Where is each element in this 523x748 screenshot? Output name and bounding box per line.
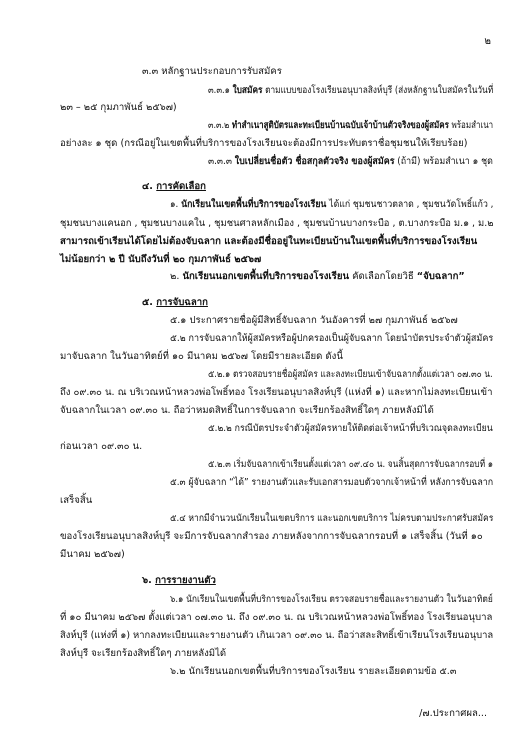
text-run: ๕.๒.๒ กรณีบัตรประจำตัวผู้สมัครหายให้ติดต่อเจ้าหน้าที่บริเวณจุดลงทะเบียน bbox=[208, 423, 493, 434]
line-09 bbox=[60, 218, 493, 230]
text-run: ๕.๔ หากมีจำนวนนักเรียนในเขตบริการ และนอกเขตบริการ ไม่ครบตามประกาศรับสมัคร bbox=[170, 513, 494, 524]
line-29 bbox=[170, 594, 493, 606]
text-run: สิงห์บุรี (แห่งที่ ๑) หากลงทะเบียนและรายงานตัว เกินเวลา ๐๙.๓๐ น. ถือว่าสละสิทธิ์เข้าเรียนโรงเรียนอนุบาล bbox=[60, 630, 494, 641]
text-run: ใบสมัคร bbox=[232, 85, 263, 96]
text-run: ๓.๓ หลักฐานประกอบการรับสมัคร bbox=[142, 66, 282, 77]
text-run: ๕. bbox=[142, 297, 157, 308]
text-run: ทำสำเนาสูติบัตรและทะเบียนบ้านฉบับเจ้าบ้านตัวจริงของผู้สมัคร bbox=[231, 120, 449, 131]
text-run: สิงห์บุรี จะเรียกร้องสิทธิ์ใดๆ ภายหลังมิได้ bbox=[60, 648, 227, 659]
text-run: ๕.๒.๑ ตรวจสอบรายชื่อผู้สมัคร และลงทะเบียนเข้าจับฉลากตั้งแต่เวลา ๐๗.๓๐ น. bbox=[208, 369, 493, 380]
text-run: “จับฉลาก” bbox=[416, 271, 465, 282]
page-number: ๒ bbox=[484, 36, 491, 47]
line-32 bbox=[60, 648, 226, 660]
line-02 bbox=[208, 85, 493, 97]
text-run: นักเรียนนอกเขตพื้นที่บริการของโรงเรียน bbox=[182, 271, 350, 282]
line-15 bbox=[170, 333, 493, 345]
text-run: การคัดเลือก bbox=[156, 181, 206, 192]
text-run: ๑. bbox=[170, 199, 182, 210]
line-23 bbox=[170, 477, 493, 489]
text-run: อย่างละ ๑ ชุด (กรณีอยู่ในเขตพื้นที่บริการของโรงเรียนจะต้องมีการประทับตราชื่อชุมชนให้เรียบร้อย) bbox=[60, 138, 468, 149]
line-26 bbox=[60, 531, 483, 543]
text-run: ๓.๓.๑ bbox=[208, 85, 233, 96]
line-27 bbox=[60, 549, 125, 561]
section-4-heading bbox=[142, 181, 206, 193]
line-11 bbox=[60, 254, 261, 266]
text-run: คัดเลือกโดยวิธี bbox=[349, 271, 417, 282]
text-run: ที่ ๑๐ มีนาคม ๒๕๖๗ ตั้งแต่เวลา ๐๗.๓๐ น. ถึง ๐๙.๓๐ น. ณ บริเวณหน้าหลวงพ่อโพธิ์ทอง โรงเรียนอนุบาล bbox=[60, 612, 493, 623]
text-run: ๖.๑ นักเรียนในเขตพื้นที่บริการของโรงเรียน ตรวจสอบรายชื่อและรายงานตัว ในวันอาทิตย์ bbox=[170, 594, 493, 605]
text-run: ๕.๒.๓ เริ่มจับฉลากเข้าเรียนตั้งแต่เวลา ๐๙.๔๐ น. จนสิ้นสุดการจับฉลากรอบที่ ๑ bbox=[208, 459, 494, 470]
text-run: นักเรียนในเขตพื้นที่บริการของโรงเรียน bbox=[181, 199, 327, 210]
section-6-heading bbox=[142, 575, 216, 587]
text-run: ๓.๓.๓ bbox=[208, 156, 235, 167]
text-run: ถึง ๐๙.๓๐ น. ณ บริเวณหน้าหลวงพ่อโพธิ์ทอง โรงเรียนอนุบาลสิงห์บุรี (แห่งที่ ๑) และหากไม่ลงทะเบียนเข้า bbox=[60, 387, 493, 398]
line-20 bbox=[208, 423, 493, 435]
line-25 bbox=[170, 513, 493, 525]
line-08 bbox=[170, 199, 493, 211]
text-run: สามารถเข้าเรียนได้โดยไม่ต้องจับฉลาก และต้องมีชื่ออยู่ในทะเบียนบ้านในเขตพื้นที่บริการของโรงเรียน bbox=[60, 236, 478, 247]
text-run: เสร็จสิ้น bbox=[60, 495, 93, 506]
text-run: (ถ้ามี) พร้อมสำเนา ๑ ชุด bbox=[394, 156, 493, 167]
line-12 bbox=[170, 271, 465, 283]
line-04 bbox=[208, 120, 493, 132]
line-17 bbox=[208, 369, 493, 381]
line-03 bbox=[60, 102, 177, 114]
text-run: มาจับฉลาก ในวันอาทิตย์ที่ ๑๐ มีนาคม ๒๕๖๗ โดยมีรายละเอียด ดังนี้ bbox=[60, 351, 343, 362]
text-run: ๔. bbox=[142, 181, 157, 192]
text-run: ใบเปลี่ยนชื่อตัว ชื่อสกุลตัวจริง ของผู้สมัคร bbox=[234, 156, 395, 167]
line-22 bbox=[208, 459, 493, 471]
section-5-heading bbox=[142, 297, 208, 309]
text-run: ๒. bbox=[170, 271, 183, 282]
line-24 bbox=[60, 495, 92, 507]
text-run: ๖.๒ นักเรียนนอกเขตพื้นที่บริการของโรงเรียน รายละเอียดตามข้อ ๕.๓ bbox=[170, 666, 457, 677]
text-run: ชุมชนบางแคนอก , ชุมชนบางแคใน , ชุมชนศาลหลักเมือง , ชุมชนบ้านบางกระบือ , ต.บางกระบือ ม.๑ , ม.๒ bbox=[60, 218, 494, 229]
line-16 bbox=[60, 351, 343, 363]
text-run: ๓.๓.๒ bbox=[208, 120, 232, 131]
text-run: การจับฉลาก bbox=[156, 297, 208, 308]
line-05 bbox=[60, 138, 467, 150]
text-run: ๖. bbox=[142, 575, 156, 586]
line-14 bbox=[170, 315, 458, 327]
text-run: พร้อมสำเนา bbox=[448, 120, 494, 131]
page-footer-continuation: /๗.ประกาศผล... bbox=[419, 708, 487, 719]
text-run: การรายงานตัว bbox=[155, 575, 216, 586]
text-run: ๕.๒ การจับฉลากให้ผู้สมัครหรือผู้ปกครองเป็นผู้จับฉลาก โดยนำบัตรประจำตัวผู้สมัคร bbox=[170, 333, 494, 344]
text-run: ตามแบบของโรงเรียนอนุบาลสิงห์บุรี (ส่งหลักฐานใบสมัครในวันที่ bbox=[262, 85, 494, 96]
line-30 bbox=[60, 612, 492, 624]
line-01 bbox=[142, 66, 282, 78]
text-run: จับฉลากในเวลา ๐๙.๓๐ น. ถือว่าหมดสิทธิ์ในการจับฉลาก จะเรียกร้องสิทธิ์ใดๆ ภายหลังมิได้ bbox=[60, 405, 434, 416]
text-run: ๕.๑ ประกาศรายชื่อผู้มีสิทธิ์จับฉลาก วันอังคารที่ ๒๗ กุมภาพันธ์ ๒๕๖๗ bbox=[170, 315, 458, 326]
text-run: ได้แก่ ชุมชนชาวตลาด , ชุมชนวัดโพธิ์แก้ว , bbox=[326, 199, 494, 210]
line-19 bbox=[60, 405, 434, 417]
text-run: ไม่น้อยกว่า ๒ ปี นับถึงวันที่ ๒๐ กุมภาพันธ์ ๒๕๖๗ bbox=[60, 254, 262, 265]
text-run: ของโรงเรียนอนุบาลสิงห์บุรี จะมีการจับฉลากสำรอง ภายหลังจากการจับฉลากรอบที่ ๑ เสร็จสิ้น (วันที่ ๑๐ bbox=[60, 531, 483, 542]
line-18 bbox=[60, 387, 492, 399]
line-06 bbox=[208, 156, 493, 168]
line-31 bbox=[60, 630, 493, 642]
text-run: มีนาคม ๒๕๖๗) bbox=[60, 549, 125, 560]
text-run: ๕.๓ ผู้จับฉลาก “ได้” รายงานตัวและรับเอกสารมอบตัวจากเจ้าหน้าที่ หลังการจับฉลาก bbox=[170, 477, 494, 488]
text-run: ๒๓ – ๒๕ กุมภาพันธ์ ๒๕๖๗) bbox=[60, 102, 177, 113]
line-10 bbox=[60, 236, 477, 248]
text-run: ก่อนเวลา ๐๙.๓๐ น. bbox=[60, 441, 143, 452]
line-21 bbox=[60, 441, 142, 453]
line-33 bbox=[170, 666, 456, 678]
